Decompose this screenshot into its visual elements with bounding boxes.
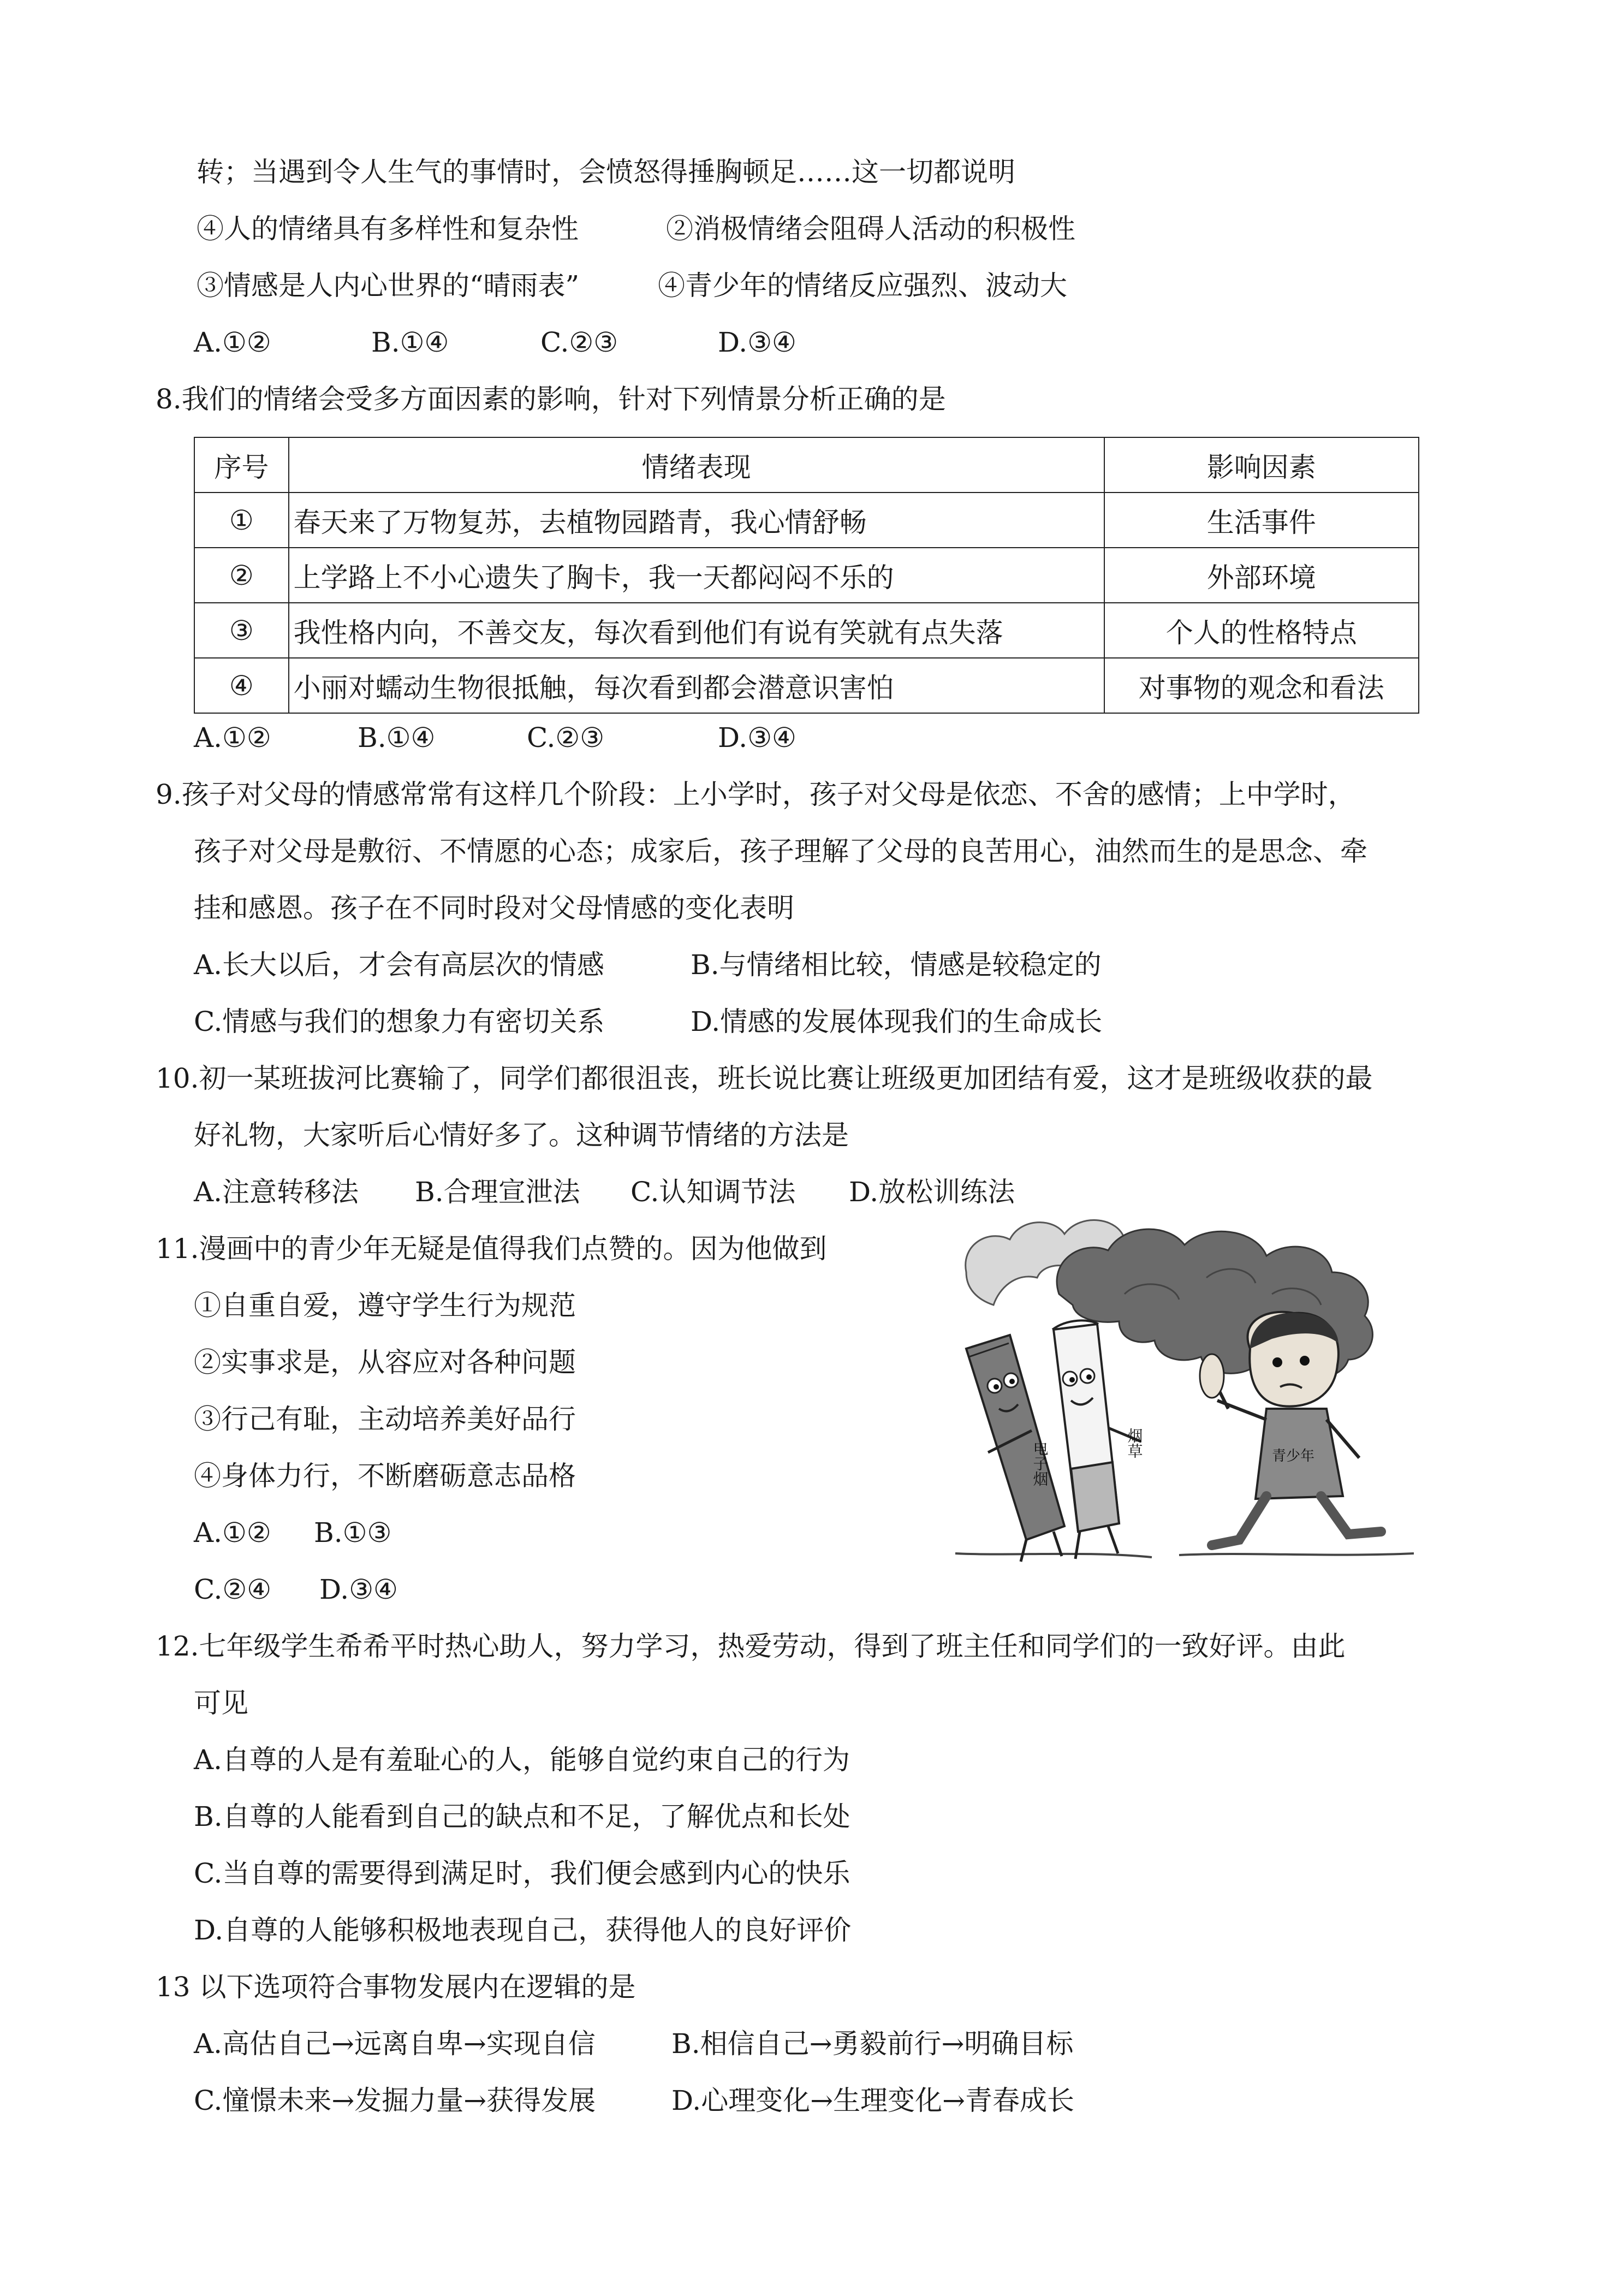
- q11-statement-1: ①自重自爱，遵守学生行为规范: [194, 1290, 576, 1321]
- q9-option-c: C.情感与我们的想象力有密切关系: [194, 1006, 605, 1037]
- q7-option-b: B.①④: [371, 327, 449, 358]
- q12-option-b: B.自尊的人能看到自己的缺点和不足，了解优点和长处: [194, 1801, 850, 1832]
- q7-option-d: D.③④: [718, 327, 796, 358]
- q8-stem: 8.我们的情绪会受多方面因素的影响，针对下列情景分析正确的是: [156, 383, 946, 415]
- q11-option-d: D.③④: [319, 1574, 398, 1605]
- q10-stem-line1: 10.初一某班拔河比赛输了，同学们都很沮丧，班长说比赛让班级更加团结有爱，这才是班级收获的最: [156, 1063, 1373, 1094]
- q8-row2-number: ②: [194, 548, 289, 603]
- q10-stem-line2: 好礼物，大家听后心情好多了。这种调节情绪的方法是: [194, 1119, 849, 1151]
- q7-option-c: C.②③: [540, 327, 618, 358]
- q10-option-a: A.注意转移法: [194, 1176, 359, 1208]
- cartoon-label-teen: 青少年: [1272, 1448, 1315, 1464]
- q7-statement-1: ④人的情绪具有多样性和复杂性: [197, 213, 579, 245]
- q10-option-b: B.合理宣泄法: [415, 1176, 580, 1208]
- q8-row3-number: ③: [194, 603, 289, 658]
- q7-statement-4: ④青少年的情绪反应强烈、波动大: [658, 270, 1067, 301]
- cartoon-label-cig: 烟草: [1125, 1428, 1144, 1458]
- q8-row4-emotion: 小丽对蠕动生物很抵触，每次看到都会潜意识害怕: [289, 658, 1104, 713]
- q9-stem-line2: 孩子对父母是敷衍、不情愿的心态；成家后，孩子理解了父母的良苦用心，油然而生的是思念、牵: [194, 835, 1367, 867]
- q8-row4-number: ④: [194, 658, 289, 713]
- q11-stem: 11.漫画中的青少年无疑是值得我们点赞的。因为他做到: [156, 1233, 827, 1265]
- q7-stem-continuation: 转；当遇到令人生气的事情时，会愤怒得捶胸顿足……这一切都说明: [197, 156, 1015, 188]
- q8-row1-factor: 生活事件: [1104, 493, 1419, 548]
- q13-stem: 13 以下选项符合事物发展内在逻辑的是: [156, 1971, 636, 2003]
- q8-row3-emotion: 我性格内向，不善交友，每次看到他们有说有笑就有点失落: [289, 603, 1104, 658]
- q10-option-c: C.认知调节法: [630, 1176, 796, 1208]
- q8-option-c: C.②③: [527, 722, 605, 754]
- q8-header-emotion: 情绪表现: [289, 437, 1104, 493]
- q11-statement-4: ④身体力行，不断磨砺意志品格: [194, 1460, 576, 1492]
- q12-stem-line2: 可见: [194, 1687, 248, 1719]
- q13-option-b: B.相信自己→勇毅前行→明确目标: [671, 2028, 1074, 2060]
- q8-option-a: A.①②: [194, 722, 271, 754]
- q9-option-d: D.情感的发展体现我们的生命成长: [691, 1006, 1103, 1037]
- table-row: [194, 658, 1419, 713]
- q10-option-d: D.放松训练法: [849, 1176, 1015, 1208]
- q7-statement-3: ③情感是人内心世界的“晴雨表”: [197, 270, 580, 301]
- q12-option-c: C.当自尊的需要得到满足时，我们便会感到内心的快乐: [194, 1858, 850, 1889]
- q11-option-c: C.②④: [194, 1574, 272, 1605]
- q13-option-a: A.高估自己→远离自卑→实现自信: [194, 2028, 596, 2060]
- e-cigarette-icon: [966, 1335, 1064, 1562]
- q9-stem-line3: 挂和感恩。孩子在不同时段对父母情感的变化表明: [194, 892, 794, 924]
- q8-header-factor: 影响因素: [1104, 437, 1419, 493]
- q11-statement-2: ②实事求是，从容应对各种问题: [194, 1346, 576, 1378]
- q13-option-c: C.憧憬未来→发掘力量→获得发展: [194, 2085, 596, 2116]
- q8-option-b: B.①④: [358, 722, 436, 754]
- q8-row2-emotion: 上学路上不小心遗失了胸卡，我一天都闷闷不乐的: [289, 548, 1104, 603]
- q8-row3-factor: 个人的性格特点: [1104, 603, 1419, 658]
- q8-row1-emotion: 春天来了万物复苏，去植物园踏青，我心情舒畅: [289, 493, 1104, 548]
- q8-table-header: [194, 437, 1419, 493]
- q13-option-d: D.心理变化→生理变化→青春成长: [671, 2085, 1074, 2116]
- table-row: [194, 603, 1419, 658]
- table-row: [194, 548, 1419, 603]
- q8-option-d: D.③④: [718, 722, 796, 754]
- cartoon-label-ecig: 电子烟: [1031, 1440, 1049, 1486]
- q12-stem-line1: 12.七年级学生希希平时热心助人，努力学习，热爱劳动，得到了班主任和同学们的一致好评。由此: [156, 1630, 1346, 1662]
- q9-stem-line1: 9.孩子对父母的情感常常有这样几个阶段：上小学时，孩子对父母是依恋、不舍的感情；上中学时，: [156, 779, 1355, 810]
- q8-header-number: 序号: [194, 437, 289, 493]
- q11-option-a: A.①②: [194, 1517, 271, 1549]
- table-row: [194, 493, 1419, 548]
- q9-option-b: B.与情绪相比较，情感是较稳定的: [691, 949, 1102, 981]
- q7-option-a: A.①②: [194, 327, 271, 358]
- q12-option-d: D.自尊的人能够积极地表现自己，获得他人的良好评价: [194, 1914, 852, 1946]
- q8-row2-factor: 外部环境: [1104, 548, 1419, 603]
- q11-statement-3: ③行己有耻，主动培养美好品行: [194, 1403, 576, 1435]
- q7-statement-2: ②消极情绪会阻碍人活动的积极性: [666, 213, 1075, 245]
- q8-row4-factor: 对事物的观念和看法: [1104, 658, 1419, 713]
- q9-option-a: A.长大以后，才会有高层次的情感: [194, 949, 605, 981]
- q12-option-a: A.自尊的人是有羞耻心的人，能够自觉约束自己的行为: [194, 1744, 850, 1776]
- q8-row1-number: ①: [194, 493, 289, 548]
- q11-cartoon: [944, 1212, 1425, 1573]
- q8-table: [194, 437, 1419, 714]
- q11-option-b: B.①③: [314, 1517, 392, 1549]
